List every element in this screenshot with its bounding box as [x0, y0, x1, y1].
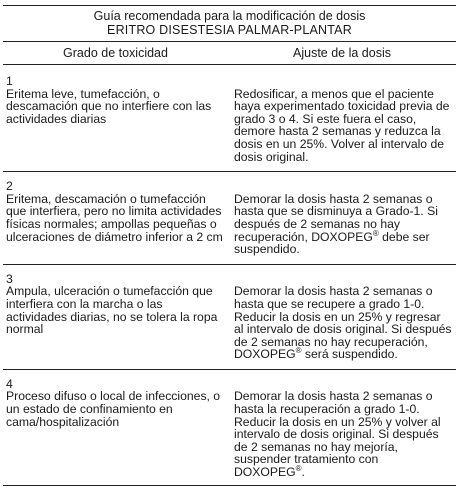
adjustment-text: Demorar la dosis hasta 2 semanas o hasta que se recupere a grado 1-0. Reducir la dosis en un 25% y regresar al intervalo de dosis original. Si después de 2 semanas no hay recuperación, DOXOPEG [234, 284, 452, 362]
adjustment-cell [230, 180, 456, 256]
registered-mark: ® [295, 463, 302, 473]
bottom-rule [3, 485, 456, 486]
adjustment-text-end: será suspendido. [301, 347, 398, 362]
toxicity-cell [3, 273, 230, 361]
table-row [3, 172, 456, 264]
grade-number: 2 [6, 179, 13, 194]
header-adjustment: Ajuste de la dosis [293, 46, 391, 60]
adjustment-text-end: . [301, 465, 305, 480]
adjustment-cell [230, 75, 456, 163]
grade-number: 1 [6, 74, 13, 88]
toxicity-cell [3, 180, 230, 256]
table-title [3, 6, 456, 41]
table-row [3, 65, 456, 171]
toxicity-text: Eritema, descamación o tumefacción que interfiera, pero no limita actividades físicas normales; ampollas pequeñas o ulceraciones de diámetro inferior a 2 cm [6, 191, 223, 244]
registered-mark: ® [372, 228, 379, 238]
toxicity-text: Eritema leve, tumefacción, o descamación que no interfiere con las actividades diarias [6, 86, 212, 126]
registered-mark: ® [295, 346, 302, 356]
table-row [3, 265, 456, 369]
toxicity-cell [3, 75, 230, 163]
adjustment-cell [230, 378, 456, 479]
adjustment-text-end: debe ser suspendido. [234, 229, 430, 257]
adjustment-text: Demorar la dosis hasta 2 semanas o hasta que se disminuya a Grado-1. Si después de 2 semanas no hay recuperación, DOXOPEG [234, 191, 438, 244]
header-toxicity: Grado de toxicidad [63, 46, 168, 60]
grade-number: 4 [6, 376, 13, 391]
table-header [3, 42, 456, 64]
adjustment-cell [230, 273, 456, 361]
toxicity-text: Ampula, ulceración o tumefacción que interfiera con la marcha o las actividades diarias, no se tolera la ropa normal [6, 284, 218, 337]
dose-modification-table [3, 5, 456, 486]
title-line-2: ERITRO DISESTESIA PALMAR-PLANTAR [107, 23, 352, 37]
adjustment-text: Redosificar, a menos que el paciente haya experimentado toxicidad previa de grado 3 o 4. Si este fuera el caso, demore hasta 2 semanas y reduzca la dosis en un 25%. Volver al intervalo de dosis original. [234, 86, 450, 164]
grade-number: 3 [6, 271, 13, 286]
adjustment-text: Demorar la dosis hasta 2 semanas o hasta la recuperación a grado 1-0. Reducir la dosis en un 25% y volver al intervalo de dosis original. Si después de 2 semanas no hay mejoría, suspender tratamiento con DOXOPEG [234, 389, 441, 480]
title-line-1: Guía recomendada para la modificación de dosis [93, 9, 366, 23]
table-row [3, 370, 456, 485]
toxicity-text: Proceso difuso o local de infecciones, o un estado de confinamiento en cama/hospitalización [6, 389, 221, 429]
toxicity-cell [3, 378, 230, 479]
